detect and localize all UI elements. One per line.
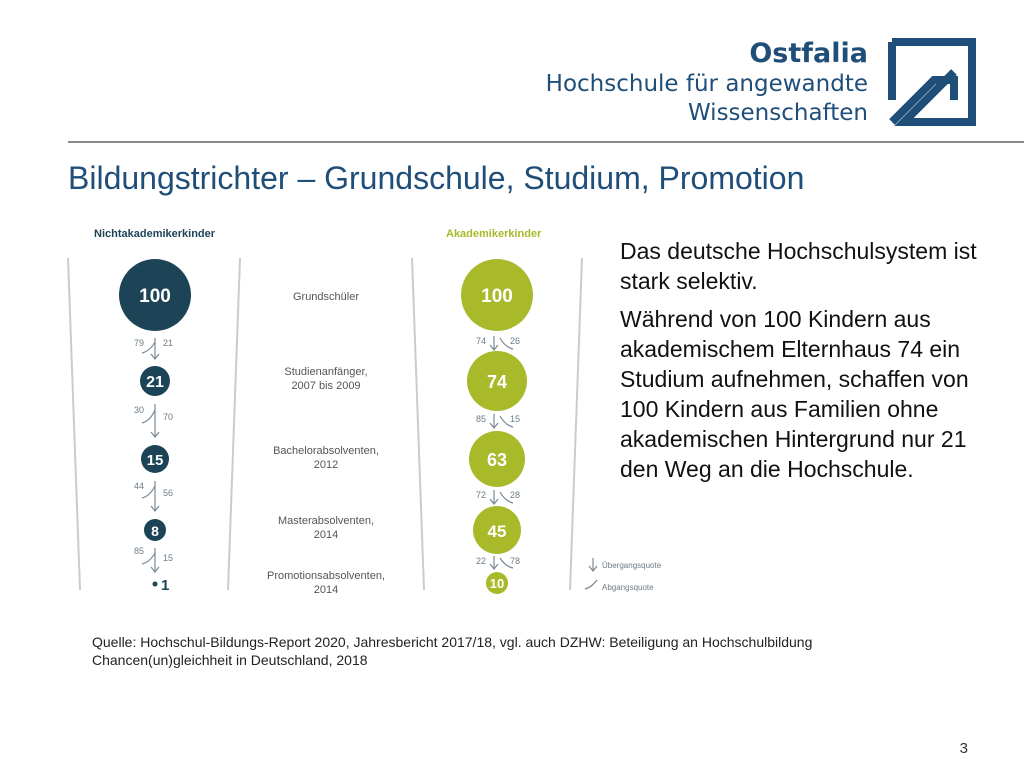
drop-value-non-academic-1: 30 (133, 405, 144, 415)
node-value-non-academic-2: 15 (146, 452, 164, 469)
pass-value-non-academic-2: 56 (163, 488, 174, 498)
node-value-academic-2: 63 (486, 450, 508, 470)
stage-label-1-line-2: 2007 bis 2009 (291, 380, 361, 392)
node-value-non-academic-0: 100 (139, 286, 171, 307)
source-line-2: Chancen(un)gleichheit in Deutschland, 2018 (92, 652, 368, 668)
funnel-left-edge-right (228, 258, 240, 590)
stage-label-4-line-2: 2014 (313, 584, 339, 596)
pass-value-non-academic-1: 70 (163, 412, 174, 422)
slide-title: Bildungstrichter – Grundschule, Studium, Promotion (68, 160, 805, 196)
logo-subtitle-line-2: Wissenschaften (687, 100, 868, 126)
node-value-academic-0: 100 (481, 286, 513, 307)
body-paragraph-2: Während von 100 Kindern aus akademischem Elternhaus 74 ein Studium aufnehmen, schaffen von 100 Kindern aus Familien ohne akademischen Hintergrund nur 21 den Weg an die Hochschule. (620, 306, 969, 482)
group-label-non-academic: Nichtakademikerkinder (94, 228, 216, 240)
node-value-non-academic-1: 21 (146, 374, 164, 391)
stage-label-2-line-2: 2012 (313, 459, 339, 471)
drop-value-academic-3: 78 (510, 556, 521, 566)
page-number: 3 (959, 740, 968, 757)
drop-value-academic-0: 26 (510, 336, 521, 346)
node-value-non-academic-3: 8 (151, 523, 159, 539)
stage-label-2-line-1: Bachelorabsolventen, (273, 445, 379, 457)
node-value-academic-3: 45 (487, 522, 507, 541)
stage-label-1-line-1: Studienanfänger, (284, 366, 368, 378)
drop-value-non-academic-0: 79 (133, 338, 144, 348)
logo-text (546, 38, 868, 128)
header-rule (68, 141, 1024, 143)
pass-value-academic-0: 74 (475, 336, 486, 346)
group-label-academic: Akademikerkinder (446, 228, 542, 240)
drop-value-academic-1: 15 (510, 414, 521, 424)
legend-pass-label: Übergangsquote (602, 561, 662, 570)
pass-value-academic-3: 22 (475, 556, 486, 566)
body-paragraph-1: Das deutsche Hochschulsystem ist stark selektiv. (620, 238, 977, 294)
drop-value-academic-2: 28 (510, 490, 521, 500)
education-funnel-diagram (60, 218, 662, 603)
pass-value-academic-1: 85 (475, 414, 486, 424)
pass-value-non-academic-0: 21 (163, 338, 174, 348)
stage-label-0: Grundschüler (292, 291, 360, 303)
ostfalia-logo-icon (888, 38, 976, 126)
drop-value-non-academic-2: 44 (133, 481, 144, 491)
legend-icons (585, 558, 597, 589)
drop-value-non-academic-3: 85 (133, 546, 144, 556)
legend-drop-label: Abgangsquote (602, 583, 654, 592)
stage-label-4-line-1: Promotionsabsolventen, (266, 570, 386, 582)
node-value-non-academic-4: 1 (161, 577, 170, 594)
funnel-right-edge-right (570, 258, 582, 590)
legend-drop-arrow-icon (585, 580, 597, 589)
stage-label-3-line-2: 2014 (313, 529, 339, 541)
source-citation (92, 633, 952, 669)
node-value-academic-4: 10 (489, 576, 505, 591)
logo-subtitle-line-1: Hochschule für angewandte (545, 71, 868, 97)
body-text (620, 236, 1000, 492)
node-non-academic-4 (153, 582, 158, 587)
funnel-left-edge-left (68, 258, 80, 590)
source-line-1: Quelle: Hochschul-Bildungs-Report 2020, Jahresbericht 2017/18, vgl. auch DZHW: Beteiligung an Hochschulbildung (92, 634, 813, 650)
logo-name: Ostfalia (749, 38, 868, 69)
node-value-academic-1: 74 (486, 372, 508, 392)
pass-value-non-academic-3: 15 (163, 553, 174, 563)
stage-label-3-line-1: Masterabsolventen, (278, 515, 374, 527)
pass-value-academic-2: 72 (475, 490, 486, 500)
funnel-right-edge-left (412, 258, 424, 590)
